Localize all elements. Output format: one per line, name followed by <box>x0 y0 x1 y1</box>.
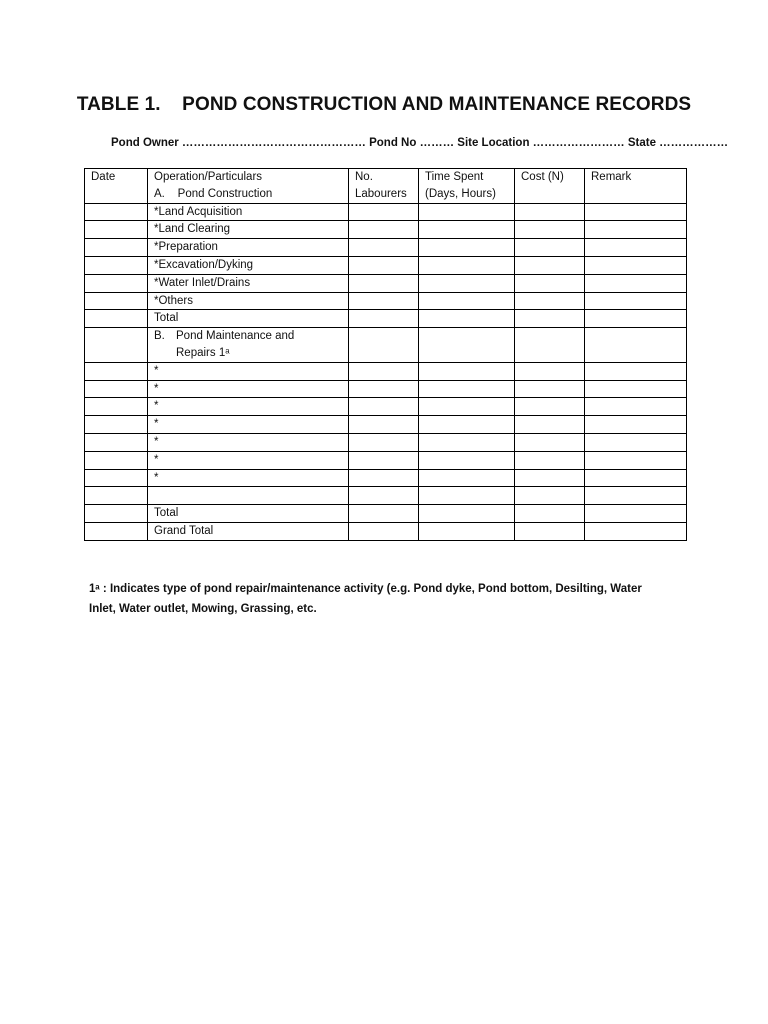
remark-cell <box>585 221 687 239</box>
section-b-row <box>85 328 687 363</box>
operation-cell: *Land Acquisition <box>148 203 349 221</box>
date-cell <box>85 398 148 416</box>
operation-cell: Total <box>148 505 349 523</box>
time-spent-cell <box>419 522 515 540</box>
table-header-row <box>85 169 687 204</box>
section-b-title: Pond Maintenance and <box>176 330 295 343</box>
labourers-cell <box>349 362 419 380</box>
header-remark: Remark <box>585 169 687 204</box>
operation-cell: * <box>148 362 349 380</box>
time-spent-cell <box>419 416 515 434</box>
time-spent-cell <box>419 310 515 328</box>
header-operation <box>148 169 349 204</box>
operation-cell: *Water Inlet/Drains <box>148 274 349 292</box>
time-spent-cell <box>419 328 515 363</box>
remark-cell <box>585 505 687 523</box>
remark-cell <box>585 487 687 505</box>
table-row <box>85 416 687 434</box>
remark-cell <box>585 203 687 221</box>
pond-records-table <box>84 168 687 541</box>
table-row <box>85 203 687 221</box>
date-cell <box>85 256 148 274</box>
total-row-section-a <box>85 310 687 328</box>
cost-cell <box>515 256 585 274</box>
operation-cell: * <box>148 469 349 487</box>
table-row <box>85 256 687 274</box>
operation-cell: * <box>148 398 349 416</box>
remark-cell <box>585 469 687 487</box>
table-row <box>85 380 687 398</box>
remark-cell <box>585 328 687 363</box>
table-body <box>85 169 687 541</box>
remark-cell <box>585 292 687 310</box>
section-b-label <box>148 328 349 363</box>
time-spent-cell <box>419 362 515 380</box>
date-cell <box>85 292 148 310</box>
cost-cell <box>515 433 585 451</box>
labourers-cell <box>349 328 419 363</box>
header-section-a: A. Pond Construction <box>154 187 273 200</box>
cost-cell <box>515 239 585 257</box>
labourers-cell <box>349 451 419 469</box>
footnote <box>89 579 679 619</box>
table-row <box>85 274 687 292</box>
table-row <box>85 398 687 416</box>
remark-cell <box>585 451 687 469</box>
time-spent-cell <box>419 292 515 310</box>
labourers-cell <box>349 398 419 416</box>
cost-cell <box>515 416 585 434</box>
labourers-cell <box>349 239 419 257</box>
operation-cell <box>148 487 349 505</box>
date-cell <box>85 203 148 221</box>
date-cell <box>85 522 148 540</box>
footnote-line1: 1ᵃ : Indicates type of pond repair/maintenance activity (e.g. Pond dyke, Pond bottom, Desilting, Water <box>89 583 642 595</box>
operation-cell: *Others <box>148 292 349 310</box>
operation-cell: *Preparation <box>148 239 349 257</box>
remark-cell <box>585 380 687 398</box>
date-cell <box>85 416 148 434</box>
remark-cell <box>585 416 687 434</box>
time-spent-cell <box>419 487 515 505</box>
operation-cell: * <box>148 433 349 451</box>
cost-cell <box>515 292 585 310</box>
cost-cell <box>515 310 585 328</box>
table-row <box>85 451 687 469</box>
time-spent-cell <box>419 380 515 398</box>
operation-cell: * <box>148 380 349 398</box>
table-row <box>85 221 687 239</box>
time-spent-cell <box>419 469 515 487</box>
remark-cell <box>585 239 687 257</box>
cost-cell <box>515 398 585 416</box>
labourers-cell <box>349 416 419 434</box>
section-b-line2: Repairs 1ᵃ <box>176 346 230 359</box>
header-labourers <box>349 169 419 204</box>
date-cell <box>85 433 148 451</box>
time-spent-cell <box>419 256 515 274</box>
cost-cell <box>515 451 585 469</box>
time-spent-cell <box>419 451 515 469</box>
labourers-cell <box>349 274 419 292</box>
header-time-line1: Time Spent <box>425 171 484 183</box>
cost-cell <box>515 469 585 487</box>
labourers-cell <box>349 505 419 523</box>
header-time-spent <box>419 169 515 204</box>
cost-cell <box>515 505 585 523</box>
labourers-cell <box>349 310 419 328</box>
time-spent-cell <box>419 505 515 523</box>
date-cell <box>85 274 148 292</box>
time-spent-cell <box>419 274 515 292</box>
cost-cell <box>515 203 585 221</box>
labourers-cell <box>349 522 419 540</box>
operation-cell: * <box>148 416 349 434</box>
remark-cell <box>585 310 687 328</box>
time-spent-cell <box>419 221 515 239</box>
remark-cell <box>585 362 687 380</box>
cost-cell <box>515 362 585 380</box>
table-row <box>85 433 687 451</box>
remark-cell <box>585 433 687 451</box>
cost-cell <box>515 380 585 398</box>
date-cell <box>85 310 148 328</box>
date-cell <box>85 451 148 469</box>
header-time-line2: (Days, Hours) <box>425 187 496 200</box>
labourers-cell <box>349 203 419 221</box>
time-spent-cell <box>419 203 515 221</box>
labourers-cell <box>349 292 419 310</box>
footnote-line2: Inlet, Water outlet, Mowing, Grassing, etc. <box>89 603 317 615</box>
labourers-cell <box>349 469 419 487</box>
date-cell <box>85 221 148 239</box>
section-b-line1 <box>154 328 342 345</box>
cost-cell <box>515 274 585 292</box>
page-title: TABLE 1. POND CONSTRUCTION AND MAINTENANCE RECORDS <box>76 94 692 115</box>
section-b-marker: B. <box>154 330 165 343</box>
labourers-cell <box>349 487 419 505</box>
cost-cell <box>515 221 585 239</box>
date-cell <box>85 362 148 380</box>
time-spent-cell <box>419 239 515 257</box>
cost-cell <box>515 487 585 505</box>
table-row <box>85 239 687 257</box>
table-row <box>85 292 687 310</box>
header-labourers-line1: No. <box>355 171 373 183</box>
operation-cell: *Land Clearing <box>148 221 349 239</box>
cost-cell <box>515 522 585 540</box>
operation-cell: Grand Total <box>148 522 349 540</box>
time-spent-cell <box>419 433 515 451</box>
date-cell <box>85 239 148 257</box>
operation-cell: *Excavation/Dyking <box>148 256 349 274</box>
table-row <box>85 487 687 505</box>
labourers-cell <box>349 221 419 239</box>
date-cell <box>85 469 148 487</box>
date-cell <box>85 380 148 398</box>
record-fields-line: Pond Owner ………………………………………… Pond No ……… Site Location …………………… State ……………… <box>111 137 729 149</box>
labourers-cell <box>349 433 419 451</box>
labourers-cell <box>349 256 419 274</box>
remark-cell <box>585 522 687 540</box>
header-labourers-line2: Labourers <box>355 187 407 200</box>
time-spent-cell <box>419 398 515 416</box>
grand-total-row <box>85 522 687 540</box>
remark-cell <box>585 256 687 274</box>
remark-cell <box>585 398 687 416</box>
header-date: Date <box>85 169 148 204</box>
remark-cell <box>585 274 687 292</box>
date-cell <box>85 328 148 363</box>
date-cell <box>85 505 148 523</box>
header-cost: Cost (N) <box>515 169 585 204</box>
operation-cell: Total <box>148 310 349 328</box>
header-operation-line1: Operation/Particulars <box>154 171 263 183</box>
total-row-section-b <box>85 505 687 523</box>
labourers-cell <box>349 380 419 398</box>
table-row <box>85 362 687 380</box>
table-row <box>85 469 687 487</box>
cost-cell <box>515 328 585 363</box>
date-cell <box>85 487 148 505</box>
operation-cell: * <box>148 451 349 469</box>
